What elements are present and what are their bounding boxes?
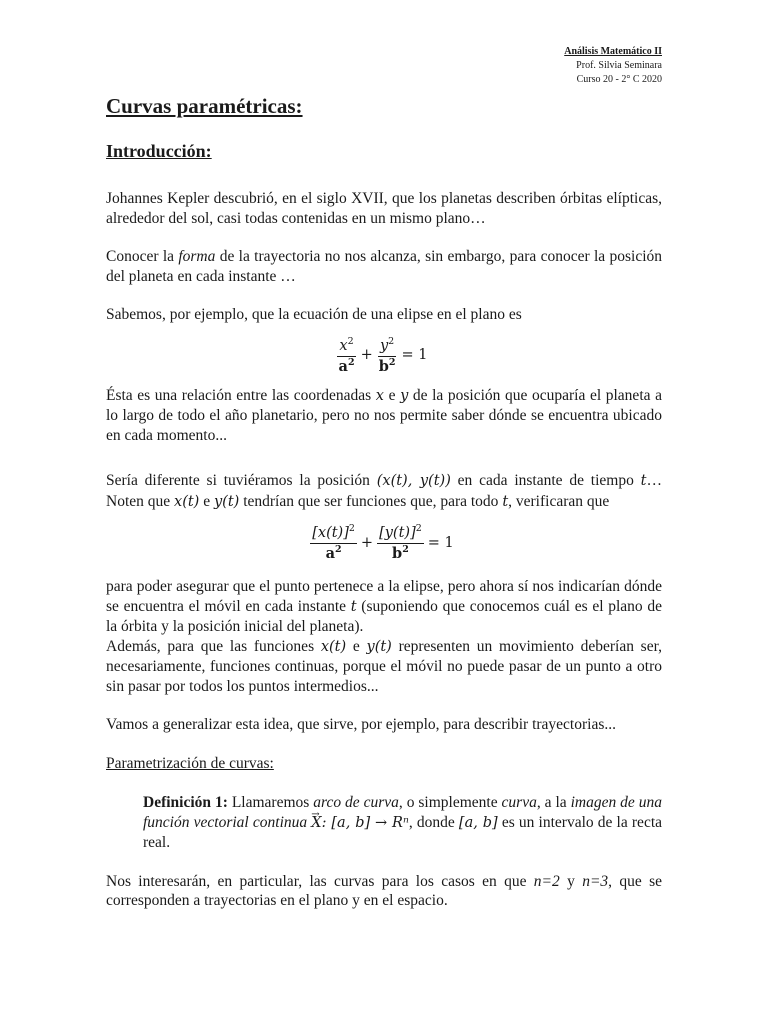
course-term: Curso 20 - 2° C 2020 — [576, 74, 662, 85]
equals-one: = 1 — [401, 347, 428, 364]
equation-parametric-ellipse — [106, 524, 662, 563]
paragraph-ellipse-point: para poder asegurar que el punto pertenece a la elipse, pero ahora sí nos indicarían dónde se encuentra el móvil en cada instante t (suponiendo que conocemos cuál es el plano de la órbita y la posición inicial del planeta). — [106, 578, 663, 635]
paragraph-forma: Conocer la forma de la trayectoria no nos alcanza, sin embargo, para conocer la posición del planeta en cada instante … — [106, 248, 663, 285]
fraction-y: $\frac{y^2}{b^2}$ — [378, 335, 396, 375]
paragraph-generalize: Vamos a generalizar esta idea, que sirve, por ejemplo, para describir trayectorias... — [106, 716, 616, 733]
professor-name: Prof. Silvia Seminara — [576, 60, 662, 71]
document-header — [564, 45, 662, 87]
definition-label: Definición 1: — [143, 794, 228, 811]
course-name: Análisis Matemático II — [564, 46, 662, 57]
paragraph-position: Sería diferente si tuviéramos la posición (x(t), y(t)) en cada instante de tiempo t… Noten que x(t) e y(t) tendrían que ser funciones que, para todo t, verificaran que — [106, 472, 662, 510]
fraction-yt: $\frac{[y(t)]^2}{b^2}$ — [379, 523, 422, 562]
paragraph-kepler: Johannes Kepler descubrió, en el siglo XVII, que los planetas describen órbitas elípticas, alrededor del sol, casi todas contenidas en un mismo plano… — [106, 190, 662, 227]
equation-ellipse — [106, 337, 662, 376]
paragraph-continuity: Además, para que las funciones x(t) e y(t) representen un movimiento deberían ser, necesariamente, funciones continuas, porque el móvil no puede pasar de un punto a otro sin pasar por todos los puntos intermedios... — [106, 637, 662, 695]
paragraph-relation: Ésta es una relación entre las coordenadas x e y de la posición que ocuparía el planeta a lo largo de todo el año planetario, pero no nos permite saber dónde se encuentra ubicado en cada momento... — [106, 386, 662, 444]
equals-one: = 1 — [427, 534, 454, 551]
page-title: Curvas paramétricas: — [106, 94, 303, 118]
fraction-xt: $\frac{[x(t)]^2}{a^2}$ — [312, 523, 355, 562]
plus-sign: + — [360, 534, 374, 551]
plus-sign: + — [360, 347, 373, 364]
paragraph-ellipse-intro: Sabemos, por ejemplo, que la ecuación de una elipse en el plano es — [106, 306, 522, 323]
param-heading: Parametrización de curvas: — [106, 754, 274, 772]
definition-1: Definición 1: Llamaremos arco de curva, o simplemente curva, a la imagen de una función vectorial continua → X: [a, b] → Rⁿ, donde [a, b] es un intervalo de la recta real. — [106, 793, 662, 853]
document-body — [106, 92, 662, 911]
vector-x: → X — [311, 814, 321, 834]
intro-heading: Introducción: — [106, 141, 212, 161]
emphasis-forma: forma — [178, 248, 216, 265]
paragraph-cases: Nos interesarán, en particular, las curvas para los casos en que n=2 y n=3, que se corresponden a trayectorias en el plano y en el espacio. — [106, 872, 662, 909]
fraction-x: $\frac{x^2}{a^2}$ — [338, 335, 355, 375]
